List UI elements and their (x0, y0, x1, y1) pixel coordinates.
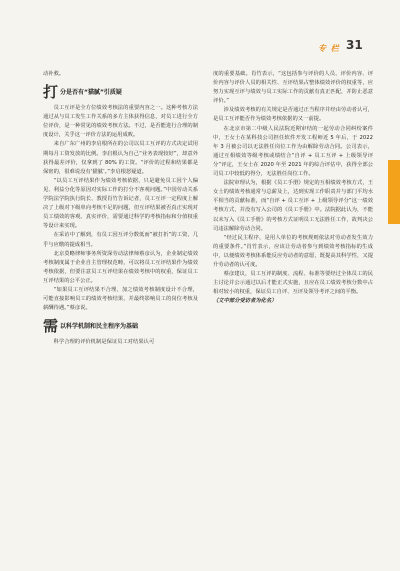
accent-bar (388, 160, 400, 224)
section-heading-2 (43, 319, 198, 334)
paragraph: 员工互评是全方位绩效考核法的重要内容之一。这种考核方法通过从与员工发生工作关系的多方主体获得信息，对员工进行全方位评价，是一种常见的绩效考核方法。不过，是否能进行合理的制度设计，关乎这一评价方法的运用成败。 (43, 105, 198, 139)
paragraph: 来自广东广州的李启根所在的公司以员工互评的方式决定试用期每月工资发放的比例。李启根认为自己“业务表现较好”，却意外获得最差评价，仅拿到了 80% 的工资。“评价的过程和结果都是保密的，很难说没有‘猫腻’。”李启根怒疑道。 (43, 141, 198, 175)
paragraph: “如果员工互评结果不合理，加之绩效考核制度设计不合理，可能直接影响员工的绩效考核结果，并最终影响员工的岗位考核及薪酬待遇。”蔡彦说。 (43, 286, 198, 312)
paragraph: 科学合理的评价机制是保证员工对结果认可 (53, 339, 155, 346)
paragraph: “经过民主程序，是用人单位的考核规则依法对劳动者发生效力的重要条件。”肖竹表示，应该让劳动者参与到绩效考核指标的生成中，以便绩效考核体系能反应劳动者的意愿，既提高其科学性，又提升劳动者的认可度。 (213, 234, 373, 268)
paragraph: 在采访中了解到，有员工因互评分数低而“被打折”的工资，几乎与应缴的提成相当。 (43, 232, 198, 248)
section-initial: 打 (43, 83, 59, 102)
right-column (213, 70, 373, 306)
paragraph: 涉及绩效考核的有关规定是否通过正当程序并经由劳动者认可，是员工互评能否作为绩效考核依据的又一前提。 (213, 107, 373, 123)
section-title: 分是否有“猫腻”引质疑 (60, 89, 122, 97)
section-initial: 需 (43, 317, 59, 336)
paragraph: “以员工互评结果作为绩效考核依据，只是避免员工因个人偏见、利益分化等原因对实际工作的打分不客观问题。”中国劳动关系学院法学院执行院长、教授肖竹告诉记者，员工互评一定程度上解决了上级对下级单向考核不足的问题，但互评结果被否真正实现对员工绩效的客观、真实评价，需要通过科学的考核指标和分值权重等设计来实现。 (43, 177, 198, 230)
author-note: （文中部分受访者为化名） (213, 298, 277, 305)
section-heading-1 (43, 85, 198, 100)
paragraph: 法院审理认为，根据《员工手册》规定的互相绩效考核方式，王女士的绩效考核通常与总薪及上，达到实现工作职责并与部门平均水平相当的贡献标准，而“自评 + 员工互评 + 上级领导评分”这一绩效考核方式，并没有写入公司的《员工手册》中。法院据此认为，不能以未写入《员工手册》的考核方式证明员工无法胜任工作，故判决公司违法解除劳动合同。 (213, 180, 373, 232)
paragraph: 度的重要基础。肖竹表示，“这包括参与评价的人员、评价内容、评价内容与评价人员的相关性、互评结果占整体绩效评价的权重等，应努力实现互评与绩效与员工实际工作的贡献有真正匹配，并防止恶意评价。” (213, 71, 373, 105)
left-column (43, 70, 198, 347)
section-tag: 专 栏 (318, 44, 340, 53)
section-title: 以科学机制和民主程序为基础 (60, 323, 139, 331)
page-number: 31 (346, 38, 363, 52)
lead-text: 动补救。 (43, 71, 65, 77)
paragraph: 蔡彦建议，员工互评的制度、流程、标准等要经过全体员工的民主讨论并公示通过以后才能正式实施，且应在员工绩效考核分数中占相对较小的权重，保证员工自评、互评及领导考评之间的平衡。 (213, 271, 373, 296)
paragraph: 北京莫略律师事务所资深劳动法律师蔡彦认为，企业制定绩效考核制度属于企业自主管理权范畴，可以将员工互评结果作为绩效考核依据，但要注意员工互评结果在绩效考核中的权重，保证员工互评结果的公平公正。 (43, 250, 198, 284)
paragraph: 在北京市第二中级人民法院近期审结的一起劳动合同纠纷案件中，王女士在某科技公司担任软件开发工程师近 5 年后，于 2022 年 3 月被公司以无法胜任岗位工作为由解除劳动合同。公司表示，通过互相绩效等级考核或绩结合“自评 + 员工互评 + 上级领导评分”评定，王女士在 2020 年至 2021 年的综合评估中，获得全部公司员工中较低的得分，无法胜任岗位工作。 (213, 125, 373, 178)
